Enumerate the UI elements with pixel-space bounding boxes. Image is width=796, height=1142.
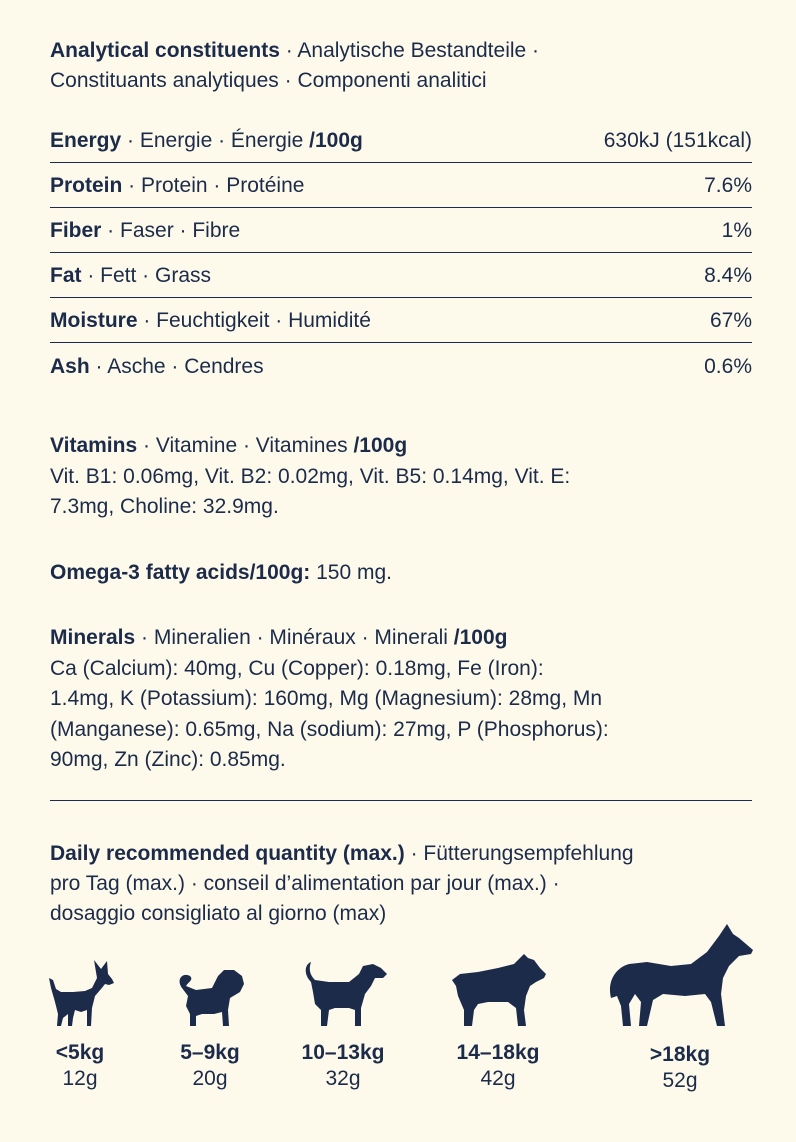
daily-quantity-section xyxy=(50,839,752,929)
constituent-value: 1% xyxy=(721,219,752,242)
minerals-title: Minerals xyxy=(50,626,136,649)
constituent-row-fiber xyxy=(50,208,752,253)
minerals-text: (Manganese): 0.65mg, Na (sodium): 27mg, P (Phosphorus): xyxy=(50,717,609,741)
weight-label: 14–18kg xyxy=(456,1041,540,1064)
amount-label: 12g xyxy=(62,1067,98,1090)
vitamins-text: 7.3mg, Choline: 32.9mg. xyxy=(50,495,279,518)
vitamins-text: Vit. B1: 0.06mg, Vit. B2: 0.02mg, Vit. B5: 0.14mg, Vit. E: xyxy=(50,464,571,488)
minerals-section xyxy=(50,623,752,776)
constituent-row-moisture xyxy=(50,298,752,343)
feeding-item xyxy=(30,958,130,1092)
constituent-translations: · Faser · Fibre xyxy=(101,219,241,242)
weight-label: 5–9kg xyxy=(180,1041,240,1064)
omega-section xyxy=(50,558,752,589)
feeding-item xyxy=(288,960,398,1092)
daily-translations: · Fütterungsempfehlung xyxy=(404,841,634,865)
pug-icon xyxy=(174,968,246,1030)
constituent-name: Fat xyxy=(50,264,82,287)
constituent-row-energy xyxy=(50,118,752,163)
husky-icon xyxy=(607,922,753,1032)
constituent-translations: · Energie · Énergie xyxy=(121,129,310,152)
constituent-name: Ash xyxy=(50,354,90,378)
constituent-name: Energy xyxy=(50,129,122,152)
constituent-translations: · Fett · Grass xyxy=(81,264,212,287)
label-panel xyxy=(50,36,752,929)
constituent-row-ash xyxy=(50,343,752,388)
daily-translations-line3: dosaggio consigliato al giorno (max) xyxy=(50,901,387,925)
constituent-translations: · Feuchtigkeit · Humidité xyxy=(137,309,371,332)
schnauzer-icon xyxy=(448,952,548,1030)
constituent-name: Moisture xyxy=(50,309,138,332)
analytical-heading xyxy=(50,36,752,96)
constituent-value: 7.6% xyxy=(704,174,752,197)
constituent-name: Fiber xyxy=(50,219,102,242)
analytical-title-translations: · Analytische Bestandteile · xyxy=(279,39,540,62)
feeding-item xyxy=(438,952,558,1092)
vitamins-translations: · Vitamine · Vitamines xyxy=(137,434,354,457)
constituent-row-protein xyxy=(50,163,752,208)
constituent-value: 0.6% xyxy=(704,354,752,378)
feeding-item xyxy=(155,968,265,1092)
constituent-unit: /100g xyxy=(309,129,363,152)
weight-label: >18kg xyxy=(649,1043,711,1066)
minerals-unit: /100g xyxy=(453,626,508,649)
weight-label: 10–13kg xyxy=(301,1041,385,1064)
constituent-translations: · Protein · Protéine xyxy=(122,174,305,197)
vitamins-title: Vitamins xyxy=(50,434,138,457)
constituent-name: Protein xyxy=(50,174,123,197)
chihuahua-icon xyxy=(45,958,115,1030)
constituent-row-fat xyxy=(50,253,752,298)
constituent-translations: · Asche · Cendres xyxy=(89,354,264,378)
daily-translations-line2: pro Tag (max.) · conseil d’alimentation par jour (max.) · xyxy=(50,871,560,895)
weight-label: <5kg xyxy=(55,1041,105,1064)
amount-label: 42g xyxy=(480,1067,516,1090)
analytical-title: Analytical constituents xyxy=(50,39,280,62)
minerals-translations: · Mineralien · Minéraux · Minerali xyxy=(135,626,454,649)
minerals-text: 90mg, Zn (Zinc): 0.85mg. xyxy=(50,748,286,771)
feeding-item xyxy=(600,922,760,1094)
daily-title: Daily recommended quantity (max.) xyxy=(50,841,405,865)
omega-label: Omega-3 fatty acids/100g: xyxy=(50,560,311,584)
constituents-table xyxy=(50,118,752,388)
feeding-guide xyxy=(0,920,796,1120)
constituent-value: 630kJ (151kcal) xyxy=(603,129,752,152)
amount-label: 20g xyxy=(192,1067,228,1090)
amount-label: 32g xyxy=(325,1067,361,1090)
minerals-text: 1.4mg, K (Potassium): 160mg, Mg (Magnesium): 28mg, Mn xyxy=(50,687,603,710)
section-divider xyxy=(50,800,752,801)
constituent-value: 67% xyxy=(709,309,752,332)
vitamins-unit: /100g xyxy=(353,434,408,457)
analytical-title-line2: Constituants analytiques · Componenti analitici xyxy=(50,69,487,92)
constituent-value: 8.4% xyxy=(704,264,752,287)
minerals-text: Ca (Calcium): 40mg, Cu (Copper): 0.18mg, Fe (Iron): xyxy=(50,656,544,680)
vitamins-section xyxy=(50,431,752,523)
beagle-icon xyxy=(299,960,387,1030)
omega-value: 150 mg. xyxy=(310,560,392,584)
amount-label: 52g xyxy=(662,1069,698,1092)
